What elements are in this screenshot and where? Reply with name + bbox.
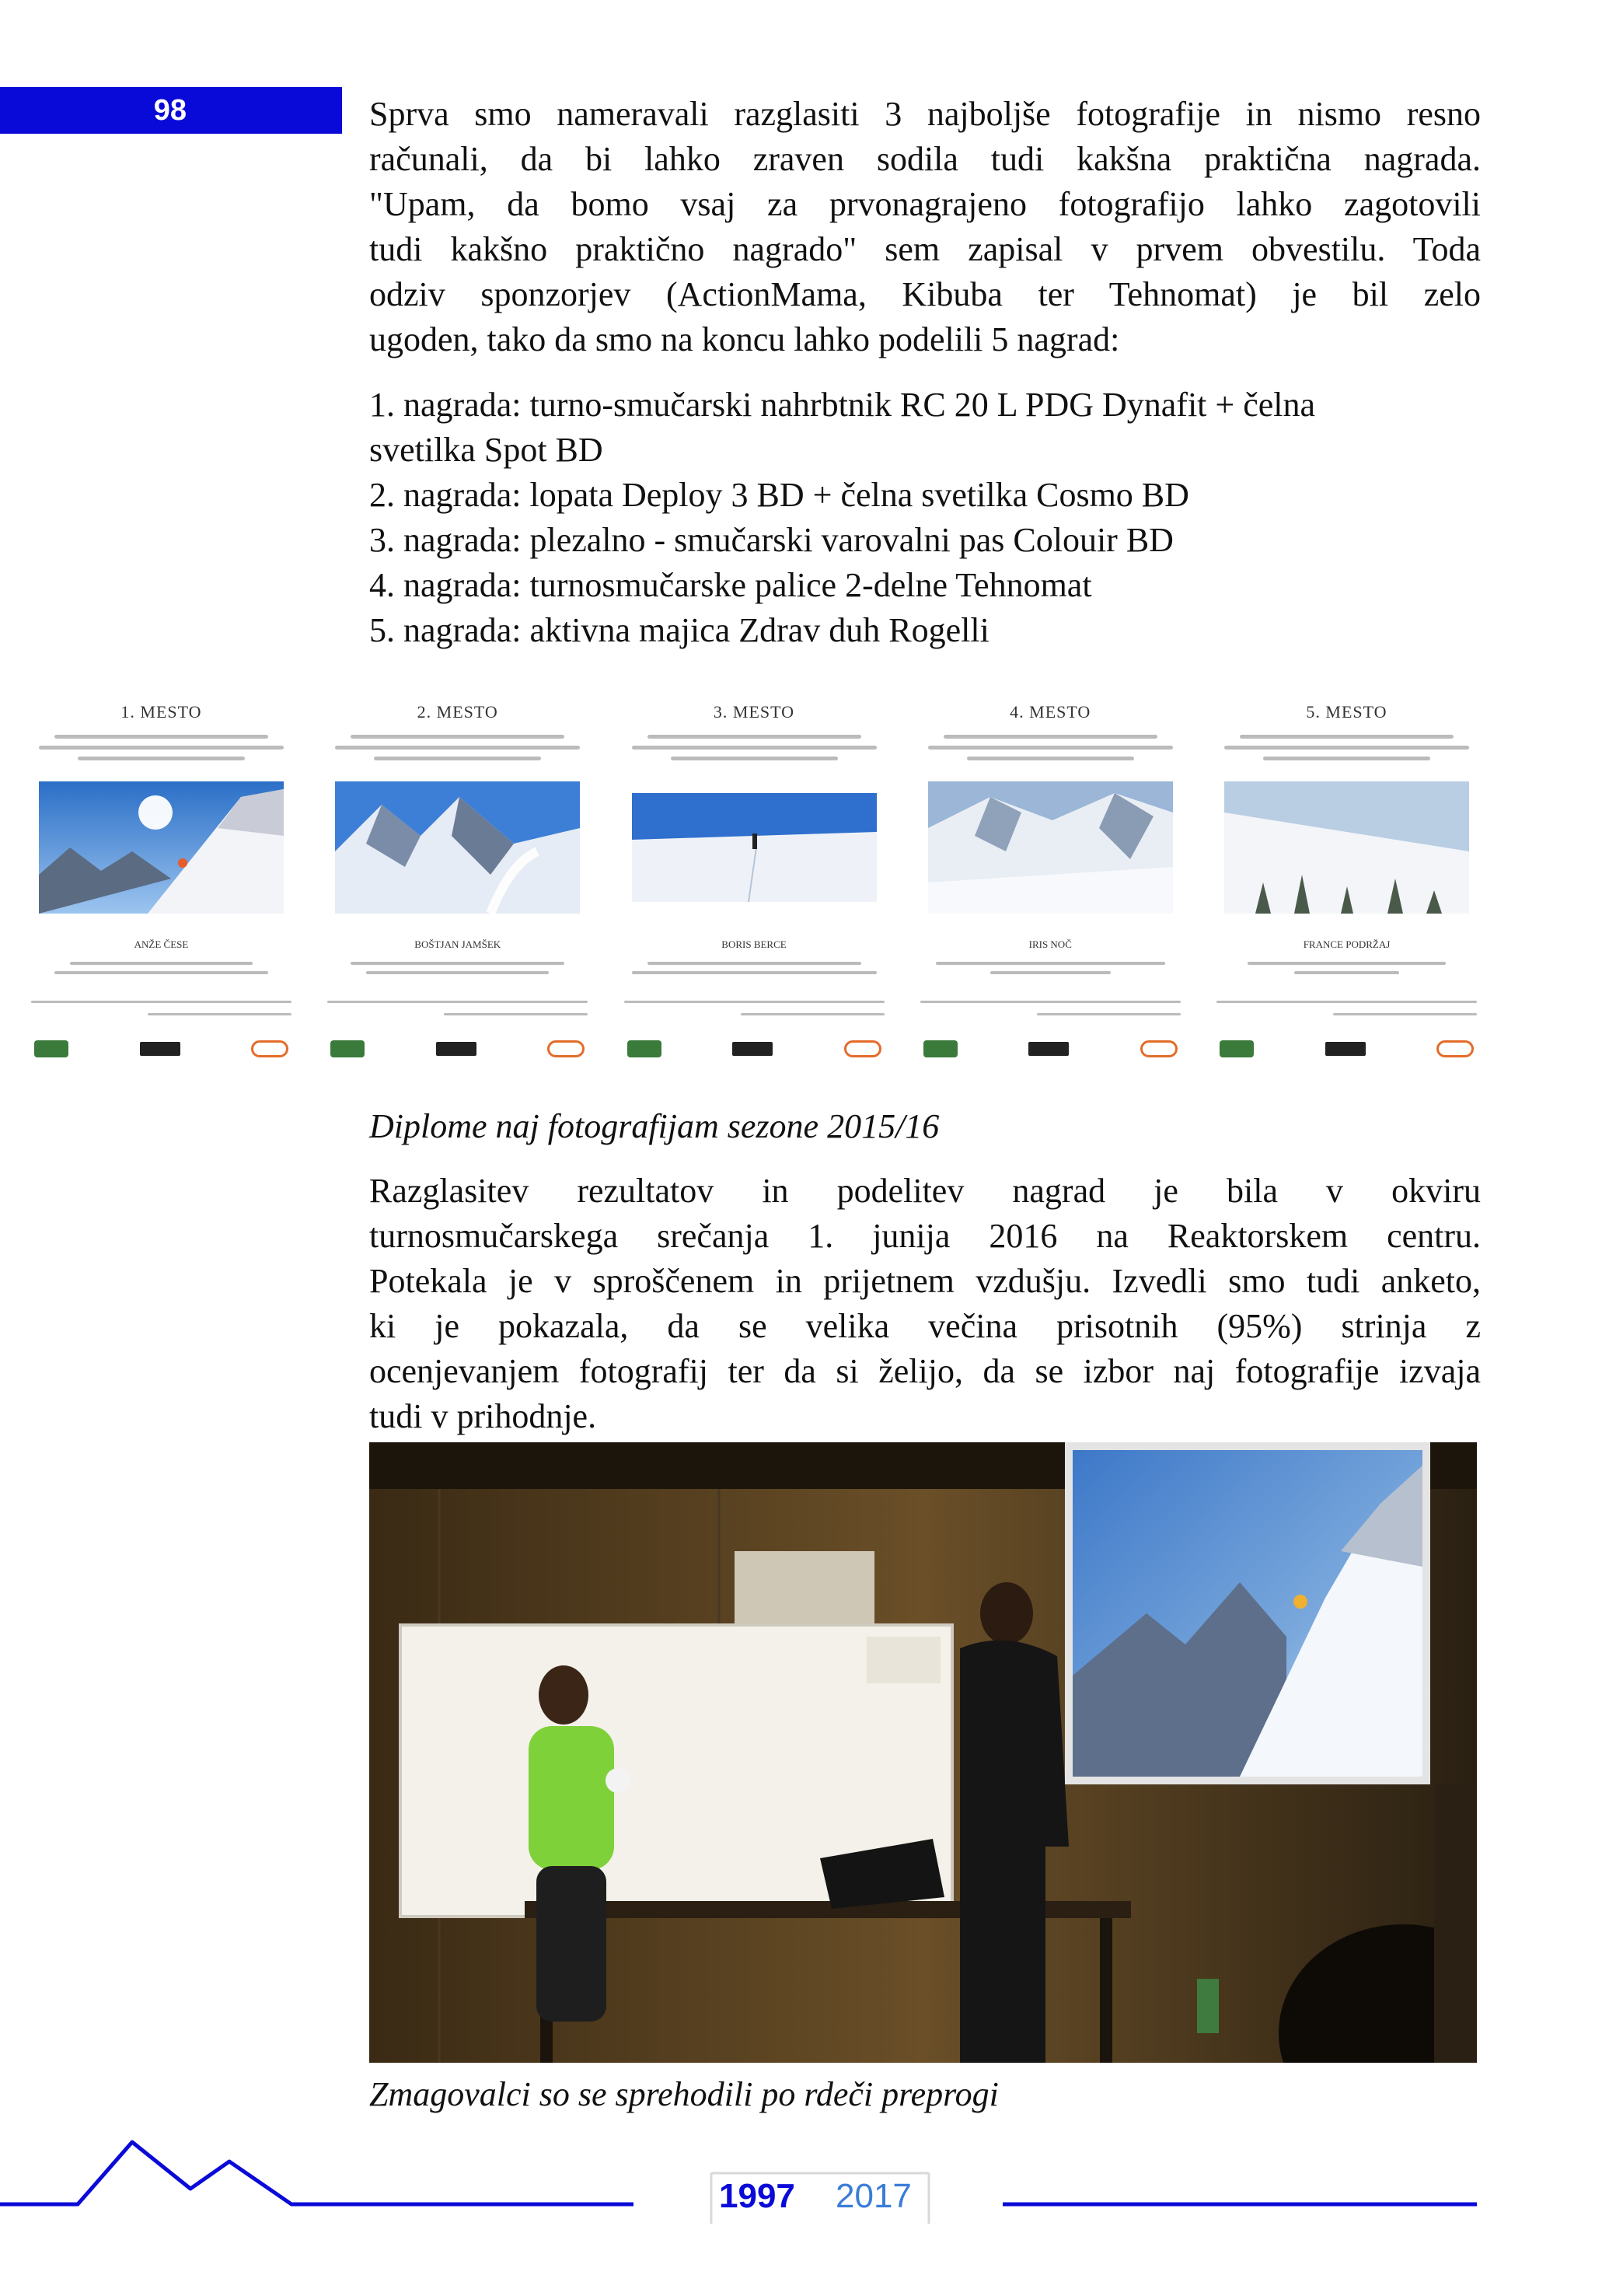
sponsor-logo (1220, 1040, 1254, 1057)
intro-line: tudi kakšno praktično nagrado" sem zapisal v prvem obvestilu. Toda (369, 230, 1481, 268)
sponsor-logo (923, 1040, 958, 1057)
diploma-4 (913, 688, 1188, 1069)
results-line: ki je pokazala, da se velika večina prisotnih (95%) strinja z (369, 1307, 1481, 1345)
sponsor-logo (844, 1040, 881, 1057)
sponsor-logo (436, 1042, 476, 1056)
diploma-rank: 3. MESTO (713, 702, 795, 722)
intro-line: računali, da bi lahko zraven sodila tudi kakšna praktična nagrada. (369, 140, 1481, 178)
sponsor-logo (1140, 1040, 1178, 1057)
sponsor-logo (627, 1040, 661, 1057)
sponsor-logo (140, 1042, 180, 1056)
sponsor-logo (34, 1040, 68, 1057)
diploma-2 (319, 688, 595, 1069)
diploma-photo (1224, 781, 1469, 914)
diploma-photo (928, 781, 1173, 914)
diploma-1 (23, 688, 299, 1069)
intro-line: Sprva smo nameravali razglasiti 3 najboljše fotografije in nismo resno (369, 95, 1481, 133)
diploma-rank: 1. MESTO (120, 702, 202, 722)
diploma-rank: 4. MESTO (1010, 702, 1091, 722)
prize-item: 4. nagrada: turnosmučarske palice 2-delne Tehnomat (369, 566, 1092, 604)
prize-item: 3. nagrada: plezalno - smučarski varovalni pas Colouir BD (369, 521, 1174, 559)
diploma-photo (335, 781, 580, 914)
diplomas-row (23, 688, 1485, 1069)
diploma-photo (39, 781, 284, 914)
diploma-author: FRANCE PODRŽAJ (1303, 938, 1391, 950)
results-paragraph (369, 1169, 1481, 1439)
intro-line: "Upam, da bomo vsaj za prvonagrajeno fotografijo lahko zagotovili (369, 185, 1481, 223)
diploma-5 (1209, 688, 1485, 1069)
prize-item: 1. nagrada: turno-smučarski nahrbtnik RC 20 L PDG Dynafit + čelna (369, 386, 1316, 424)
event-photo (369, 1442, 1477, 2063)
intro-line: ugoden, tako da smo na koncu lahko podelili 5 nagrad: (369, 320, 1120, 358)
intro-paragraph (369, 92, 1481, 362)
footer-year-start: 1997 (719, 2177, 795, 2215)
prize-item: 5. nagrada: aktivna majica Zdrav duh Rogelli (369, 611, 989, 649)
results-line: tudi v prihodnje. (369, 1397, 597, 1435)
sponsor-logo (330, 1040, 365, 1057)
footer-year-end: 2017 (836, 2177, 912, 2215)
prize-item: svetilka Spot BD (369, 431, 603, 469)
event-caption: Zmagovalci so se sprehodili po rdeči preprogi (369, 2075, 999, 2113)
sponsor-logo (251, 1040, 288, 1057)
prize-item: 2. nagrada: lopata Deploy 3 BD + čelna svetilka Cosmo BD (369, 476, 1189, 514)
diplomas-caption: Diplome naj fotografijam sezone 2015/16 (369, 1107, 940, 1145)
results-line: turnosmučarskega srečanja 1. junija 2016 na Reaktorskem centru. (369, 1217, 1481, 1255)
sponsor-logo (1325, 1042, 1366, 1056)
results-line: Potekala je v sproščenem in prijetnem vzdušju. Izvedli smo tudi anketo, (369, 1262, 1481, 1300)
results-line: Razglasitev rezultatov in podelitev nagrad je bila v okviru (369, 1172, 1481, 1210)
diploma-rank: 5. MESTO (1306, 702, 1387, 722)
prize-list (369, 383, 1481, 653)
diploma-author: BORIS BERCE (721, 938, 787, 950)
diploma-author: BOŠTJAN JAMŠEK (414, 938, 501, 950)
sponsor-logo (547, 1040, 585, 1057)
sponsor-logo (732, 1042, 773, 1056)
results-line: ocenjevanjem fotografij ter da si želijo, da se izbor naj fotografije izvaja (369, 1352, 1481, 1390)
diploma-author: IRIS NOČ (1028, 938, 1072, 950)
diploma-photo (632, 793, 877, 902)
sponsor-logo (1028, 1042, 1069, 1056)
diploma-author: ANŽE ČESE (134, 938, 189, 950)
sponsor-logo (1436, 1040, 1474, 1057)
diploma-rank: 2. MESTO (417, 702, 498, 722)
diploma-3 (616, 688, 892, 1069)
intro-line: odziv sponzorjev (ActionMama, Kibuba ter Tehnomat) je bil zelo (369, 275, 1481, 313)
page-number: 98 (0, 87, 342, 134)
footer-mountain-line (0, 2127, 1616, 2228)
